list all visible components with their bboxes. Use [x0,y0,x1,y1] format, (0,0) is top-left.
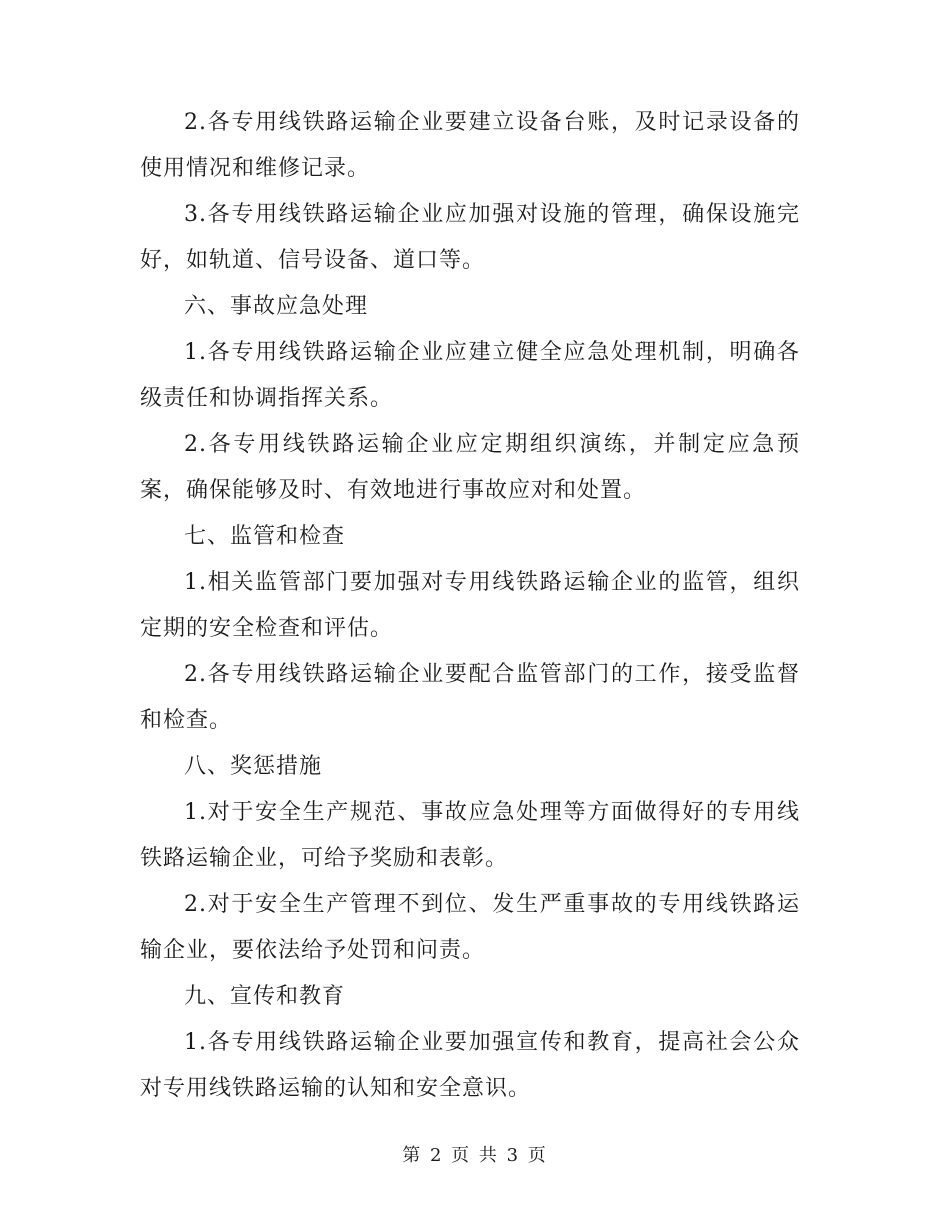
page-number-footer: 第 2 页 共 3 页 [402,1145,548,1166]
paragraph-cooperate-supervision: 2.各专用线铁路运输企业要配合监管部门的工作，接受监督和检查。 [140,662,800,733]
paragraph-penalties: 2.对于安全生产管理不到位、发生严重事故的专用线铁路运输企业，要依法给予处罚和问责。 [140,892,800,963]
document-body [140,100,800,1112]
section-heading-rewards: 八、奖惩措施 [184,754,323,779]
paragraph-supervision-departments: 1.相关监管部门要加强对专用线铁路运输企业的监管，组织定期的安全检查和评估。 [140,570,800,641]
paragraph-rewards: 1.对于安全生产规范、事故应急处理等方面做得好的专用线铁路运输企业，可给予奖励和表彰。 [140,800,800,871]
paragraph-facility-management: 3.各专用线铁路运输企业应加强对设施的管理，确保设施完好，如轨道、信号设备、道口等。 [140,202,800,273]
paragraph-emergency-mechanism: 1.各专用线铁路运输企业应建立健全应急处理机制，明确各级责任和协调指挥关系。 [140,340,800,411]
paragraph-equipment-ledger: 2.各专用线铁路运输企业要建立设备台账，及时记录设备的使用情况和维修记录。 [140,110,800,181]
paragraph-emergency-drills: 2.各专用线铁路运输企业应定期组织演练，并制定应急预案，确保能够及时、有效地进行事故应对和处置。 [140,432,800,503]
section-heading-emergency: 六、事故应急处理 [184,294,369,319]
section-heading-education: 九、宣传和教育 [184,984,346,1009]
paragraph-publicity-education: 1.各专用线铁路运输企业要加强宣传和教育，提高社会公众对专用线铁路运输的认知和安全意识。 [140,1030,800,1101]
section-heading-supervision: 七、监管和检查 [184,524,346,549]
